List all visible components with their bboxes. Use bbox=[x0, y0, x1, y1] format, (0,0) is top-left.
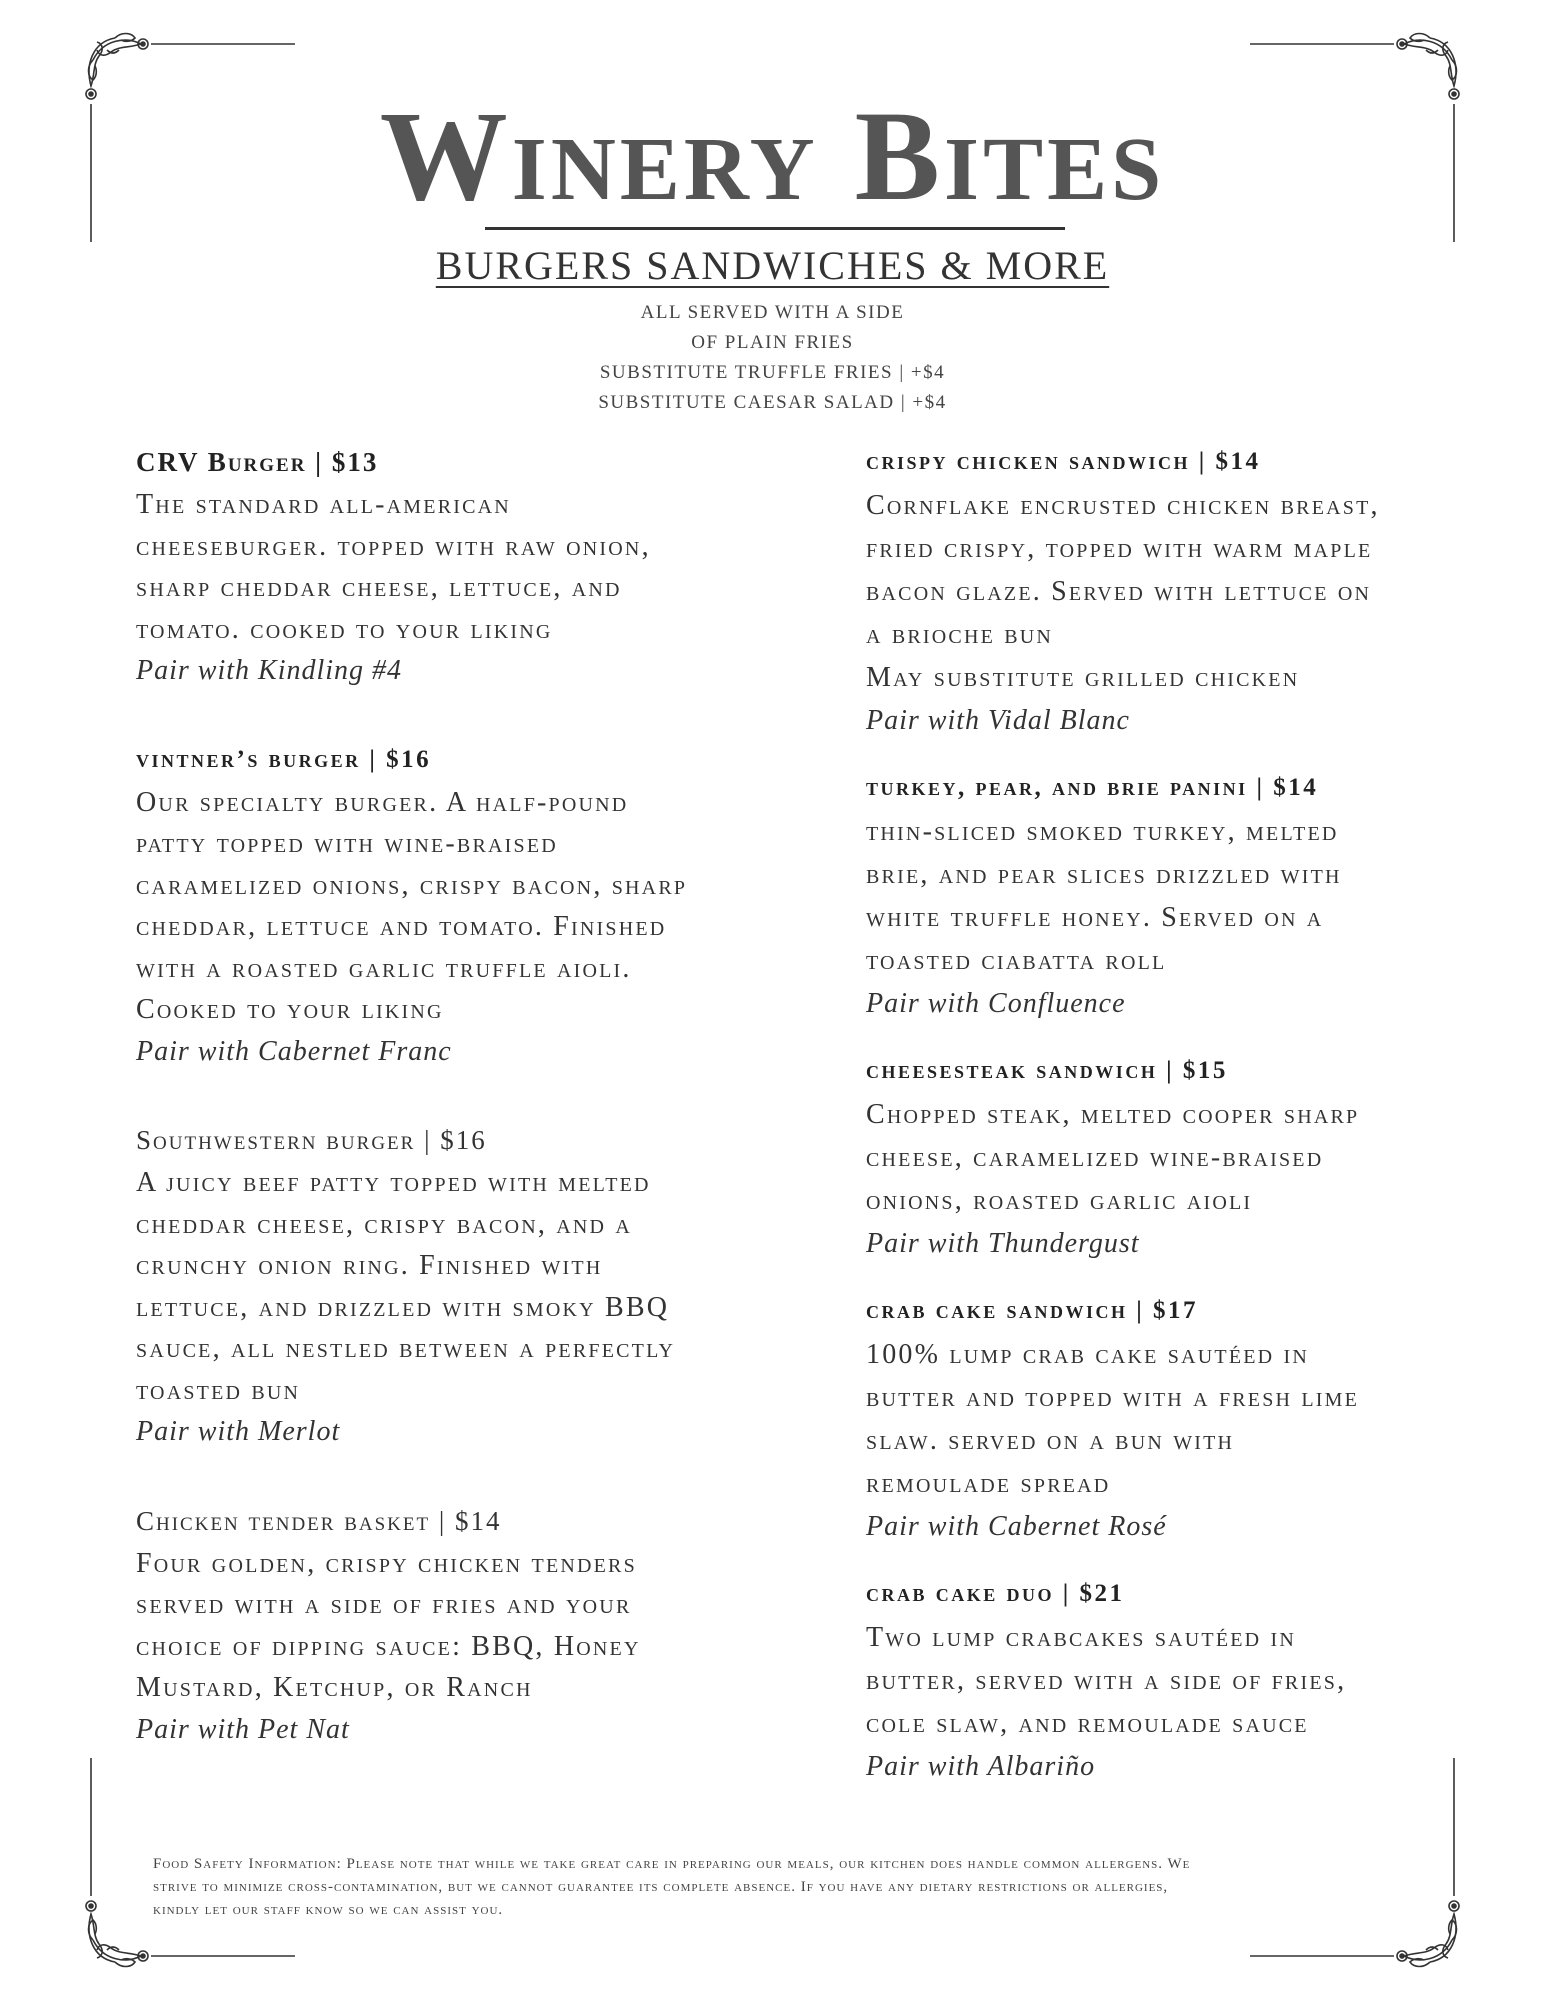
wine-pairing: Pair with Albariño bbox=[866, 1751, 1096, 1782]
menu-item-desc-line: patty topped with wine-braised bbox=[136, 828, 558, 859]
menu-item-desc-line: Four golden, crispy chicken tenders bbox=[136, 1547, 637, 1579]
menu-item-desc-line: toasted ciabatta roll bbox=[866, 945, 1167, 976]
menu-item-desc-line: remoulade spread bbox=[866, 1468, 1111, 1499]
side-notes bbox=[0, 298, 1545, 418]
menu-column-left bbox=[136, 440, 756, 1796]
menu-item-desc-line: a brioche bun bbox=[866, 619, 1054, 650]
menu-item-desc-line: choice of dipping sauce: BBQ, Honey bbox=[136, 1630, 641, 1662]
menu-item bbox=[866, 766, 1466, 1025]
menu-item-desc-line: bacon glaze. Served with lettuce on bbox=[866, 576, 1372, 607]
menu-item bbox=[136, 1118, 756, 1453]
wine-pairing: Pair with Cabernet Franc bbox=[136, 1035, 452, 1067]
menu-item-desc-line: cole slaw, and remoulade sauce bbox=[866, 1708, 1309, 1739]
side-note: OF PLAIN FRIES bbox=[691, 332, 854, 353]
menu-item bbox=[866, 1572, 1466, 1788]
menu-item-desc-line: The standard all-american bbox=[136, 489, 511, 520]
menu-item-desc-line: cheddar, lettuce and tomato. Finished bbox=[136, 911, 667, 942]
menu-item bbox=[866, 1289, 1466, 1548]
menu-item-desc-line: cheese, caramelized wine-braised bbox=[866, 1142, 1324, 1173]
menu-item-desc-line: Our specialty burger. A half-pound bbox=[136, 786, 629, 818]
menu-item-desc-line: Cornflake encrusted chicken breast, bbox=[866, 490, 1380, 521]
menu-item-desc-line: onions, roasted garlic aioli bbox=[866, 1185, 1253, 1216]
menu-item-desc-line: cheddar cheese, crispy bacon, and a bbox=[136, 1208, 633, 1240]
side-note: SUBSTITUTE CAESAR SALAD | +$4 bbox=[598, 392, 947, 413]
menu-item-title: CRV Burger | $13 bbox=[136, 447, 379, 477]
menu-item-title: Southwestern burger | $16 bbox=[136, 1125, 487, 1155]
menu-item-desc-line: May substitute grilled chicken bbox=[866, 662, 1300, 693]
menu-item-desc-line: toasted bun bbox=[136, 1374, 301, 1406]
side-note: SUBSTITUTE TRUFFLE FRIES | +$4 bbox=[599, 362, 946, 383]
menu-item-title: crab cake duo | $21 bbox=[866, 1580, 1125, 1607]
menu-item-title: crab cake sandwich | $17 bbox=[866, 1297, 1199, 1324]
menu-item-desc-line: butter, served with a side of fries, bbox=[866, 1665, 1347, 1696]
section-heading-text: BURGERS SANDWICHES & MORE bbox=[435, 243, 1110, 288]
menu-item-desc-line: sharp cheddar cheese, lettuce, and bbox=[136, 572, 622, 603]
menu-item bbox=[136, 440, 756, 692]
food-safety-notice bbox=[153, 1853, 1398, 1922]
menu-column-right bbox=[866, 440, 1466, 1812]
menu-item bbox=[136, 1499, 756, 1751]
menu-item-desc-line: thin-sliced smoked turkey, melted bbox=[866, 816, 1339, 847]
menu-item-title: crispy chicken sandwich | $14 bbox=[866, 448, 1261, 475]
menu-item-desc-line: Cooked to your liking bbox=[136, 994, 444, 1025]
wine-pairing: Pair with Cabernet Rosé bbox=[866, 1511, 1167, 1542]
menu-item-desc-line: brie, and pear slices drizzled with bbox=[866, 859, 1342, 890]
menu-item-desc-line: 100% lump crab cake sautéed in bbox=[866, 1339, 1310, 1370]
menu-item-desc-line: Two lump crabcakes sautéed in bbox=[866, 1622, 1297, 1653]
wine-pairing: Pair with Kindling #4 bbox=[136, 655, 403, 686]
food-safety-line: Food Safety Information: Please note that while we take great care in preparing our meals, our kitchen does handle common allergens. We bbox=[153, 1856, 1191, 1872]
wine-pairing: Pair with Confluence bbox=[866, 988, 1126, 1019]
menu-item-desc-line: crunchy onion ring. Finished with bbox=[136, 1250, 603, 1281]
wine-pairing: Pair with Thundergust bbox=[866, 1228, 1140, 1259]
menu-item bbox=[136, 738, 756, 1073]
menu-item-desc-line: A juicy beef patty topped with melted bbox=[136, 1167, 651, 1198]
menu-item-title: turkey, pear, and brie panini | $14 bbox=[866, 774, 1319, 801]
menu-item-desc-line: served with a side of fries and your bbox=[136, 1589, 632, 1620]
section-heading bbox=[0, 243, 1545, 288]
food-safety-line: strive to minimize cross-contamination, but we cannot guarantee its complete absence. If you have any dietary restrictions or allergies, bbox=[153, 1879, 1169, 1895]
menu-item-title: vintner’s burger | $16 bbox=[136, 745, 432, 773]
side-note: ALL SERVED WITH A SIDE bbox=[640, 302, 905, 323]
title-divider bbox=[485, 227, 1065, 230]
menu-item-desc-line: Mustard, Ketchup, or Ranch bbox=[136, 1672, 533, 1703]
menu-item bbox=[866, 1049, 1466, 1265]
menu-item-desc-line: fried crispy, topped with warm maple bbox=[866, 533, 1373, 564]
menu-item-desc-line: cheeseburger. topped with raw onion, bbox=[136, 530, 651, 562]
menu-item-title: cheesesteak sandwich | $15 bbox=[866, 1057, 1228, 1084]
menu-item-desc-line: butter and topped with a fresh lime bbox=[866, 1382, 1360, 1413]
menu-item-desc-line: lettuce, and drizzled with smoky BBQ bbox=[136, 1291, 670, 1323]
food-safety-line: kindly let our staff know so we can assist you. bbox=[153, 1902, 504, 1918]
menu-item-desc-line: with a roasted garlic truffle aioli. bbox=[136, 952, 632, 984]
wine-pairing: Pair with Merlot bbox=[136, 1416, 341, 1447]
menu-item-title: Chicken tender basket | $14 bbox=[136, 1505, 502, 1536]
wine-pairing: Pair with Pet Nat bbox=[136, 1713, 350, 1745]
menu-item-desc-line: sauce, all nestled between a perfectly bbox=[136, 1333, 676, 1364]
menu-title: Winery Bites bbox=[379, 85, 1166, 227]
menu-item-desc-line: white truffle honey. Served on a bbox=[866, 902, 1324, 933]
menu-item-desc-line: caramelized onions, crispy bacon, sharp bbox=[136, 869, 688, 901]
menu-item-desc-line: tomato. cooked to your liking bbox=[136, 613, 553, 645]
menu-item bbox=[866, 440, 1466, 742]
menu-item-desc-line: slaw. served on a bun with bbox=[866, 1425, 1235, 1456]
menu-item-desc-line: Chopped steak, melted cooper sharp bbox=[866, 1099, 1360, 1130]
wine-pairing: Pair with Vidal Blanc bbox=[866, 705, 1130, 736]
